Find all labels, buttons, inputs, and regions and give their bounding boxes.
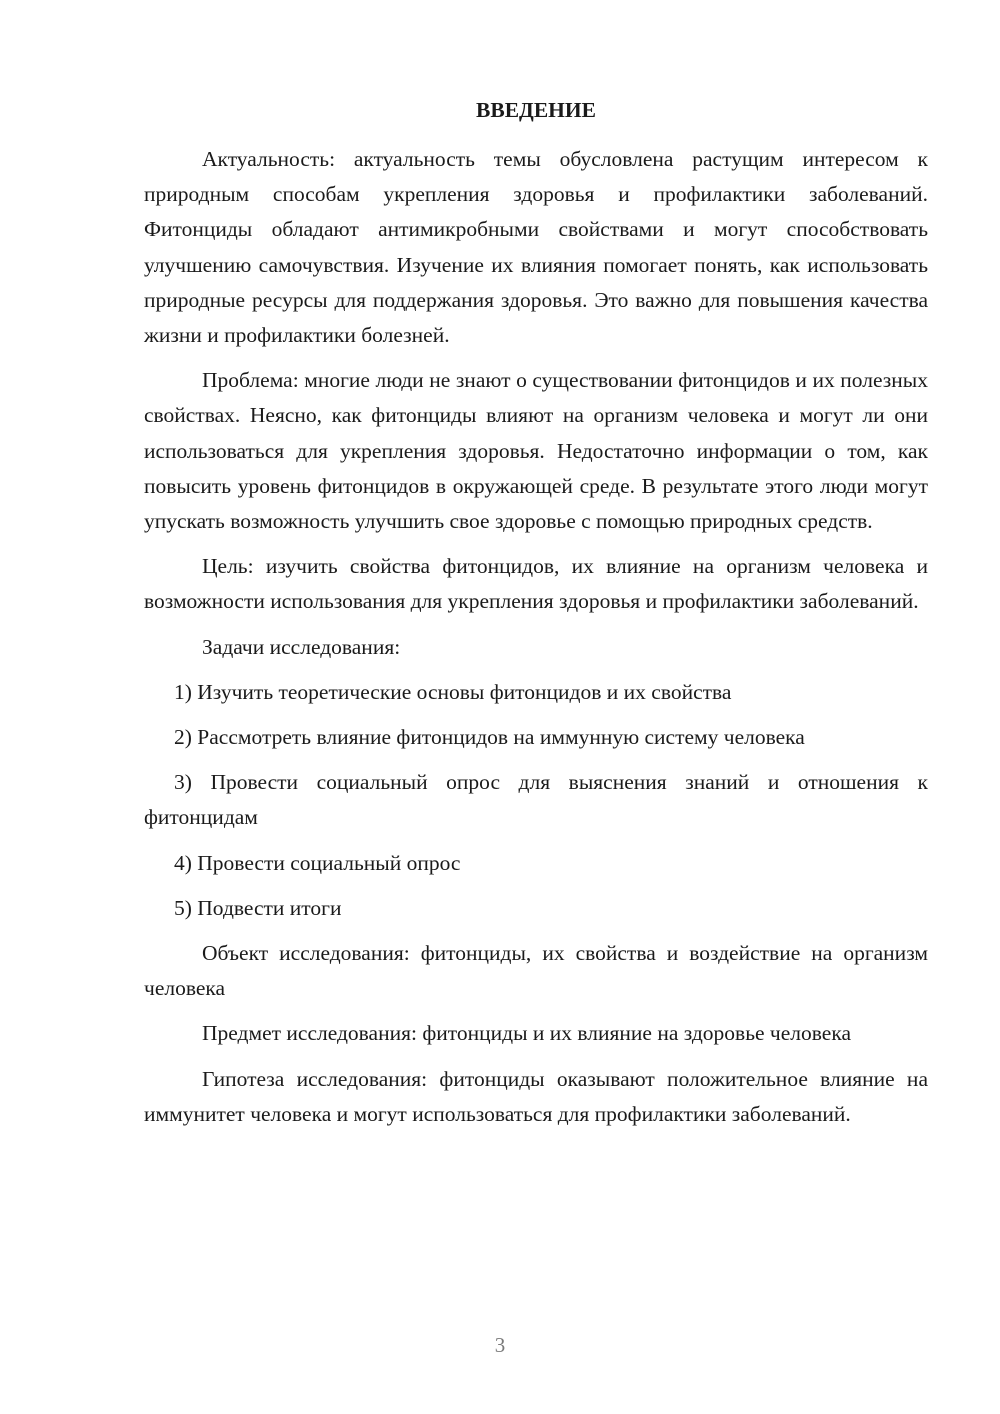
page-number: 3 [494,1333,506,1357]
document-body [144,92,928,1132]
paragraph-tasks-title: Задачи исследования: [202,634,401,659]
paragraph-relevance: Актуальность: актуальность темы обусловлена растущим интересом к природным способам укрепления здоровья и профилактики заболеваний. Фитонциды обладают антимикробными свойствами и могут способствовать улучшению самочувствия. Изучение их влияния помогает понять, как использовать природные ресурсы для поддержания здоровья. Это важно для повышения качества жизни и профилактики болезней. [144,147,928,348]
paragraph-hypothesis: Гипотеза исследования: фитонциды оказывают положительное влияние на иммунитет человека и могут использоваться для профилактики заболеваний. [144,1066,928,1126]
task-item-4: 4) Провести социальный опрос [174,850,461,875]
task-item-5: 5) Подвести итоги [174,895,342,920]
paragraph-goal: Цель: изучить свойства фитонцидов, их влияние на организм человека и возможности использования для укрепления здоровья и профилактики заболеваний. [144,554,928,614]
paragraph-subject: Предмет исследования: фитонциды и их влияние на здоровье человека [202,1021,851,1046]
paragraph-object: Объект исследования: фитонциды, их свойства и воздействие на организм человека [144,941,928,1001]
task-item-3: 3) Провести социальный опрос для выяснения знаний и отношения к фитонцидам [144,770,928,830]
section-heading: ВВЕДЕНИЕ [476,98,596,122]
task-item-1: 1) Изучить теоретические основы фитонцидов и их свойства [174,679,732,704]
task-item-2: 2) Рассмотреть влияние фитонцидов на иммунную систему человека [174,725,805,750]
paragraph-problem: Проблема: многие люди не знают о существовании фитонцидов и их полезных свойствах. Неясно, как фитонциды влияют на организм человека и могут ли они использоваться для укрепления здоровья. Недостаточно информации о том, как повысить уровень фитонцидов в окружающей среде. В результате этого люди могут упускать возможность улучшить свое здоровье с помощью природных средств. [144,368,928,534]
